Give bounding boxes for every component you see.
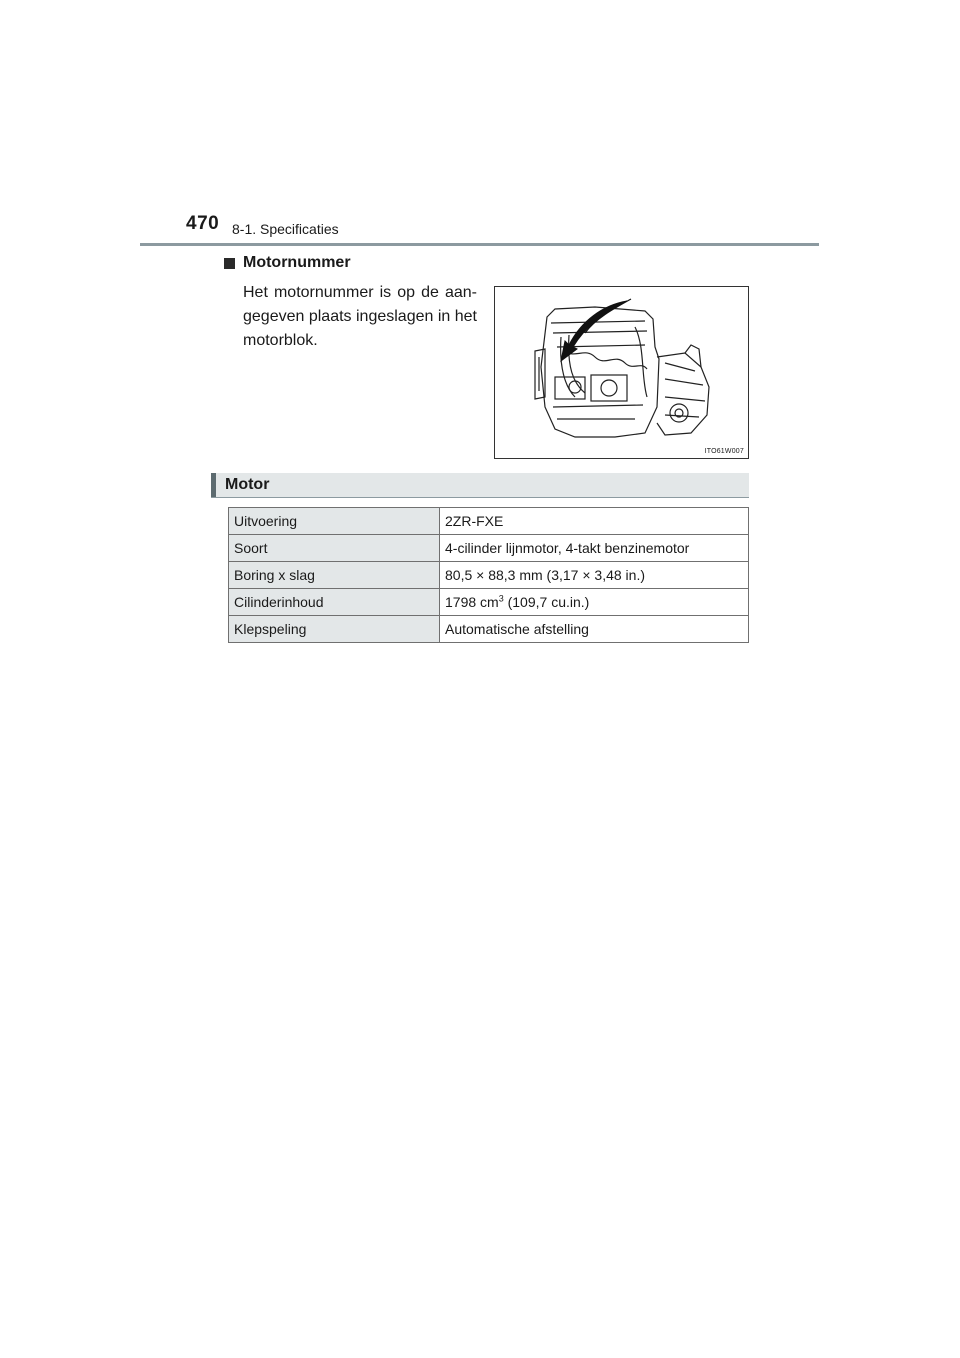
motor-spec-table xyxy=(228,507,749,643)
spec-label: Soort xyxy=(229,535,440,562)
spec-label: Boring x slag xyxy=(229,562,440,589)
section-accent-bar xyxy=(211,473,216,497)
motor-section-title: Motor xyxy=(225,476,270,493)
section-title: 8-1. Specificaties xyxy=(232,221,339,237)
table-row xyxy=(229,589,749,616)
figure-code: ITO61W007 xyxy=(704,448,744,455)
header-divider xyxy=(140,243,819,246)
table-row xyxy=(229,562,749,589)
engine-illustration xyxy=(494,286,749,459)
spec-value: 4-cilinder lijnmotor, 4-takt benzinemotor xyxy=(440,535,749,562)
spec-label: Uitvoering xyxy=(229,508,440,535)
displacement-imperial: (109,7 cu.in.) xyxy=(503,594,590,610)
engine-number-text: Het motornummer is op de aan-gegeven plaats ingeslagen in het motorblok. xyxy=(243,284,477,349)
spec-value: 80,5 × 88,3 mm (3,17 × 3,48 in.) xyxy=(440,562,749,589)
spec-label: Klepspeling xyxy=(229,616,440,643)
superscript: 3 xyxy=(498,593,504,604)
spec-label: Cilinderinhoud xyxy=(229,589,440,616)
engine-number-heading: Motornummer xyxy=(243,254,351,271)
square-bullet-icon xyxy=(224,258,235,269)
table-row xyxy=(229,508,749,535)
engine-drawing xyxy=(495,287,748,458)
page-number: 470 xyxy=(186,213,220,234)
motor-section-divider xyxy=(211,497,749,498)
table-row xyxy=(229,535,749,562)
spec-value: 2ZR-FXE xyxy=(440,508,749,535)
motor-section-header xyxy=(211,473,749,497)
spec-value: Automatische afstelling xyxy=(440,616,749,643)
table-row xyxy=(229,616,749,643)
displacement-value: 1798 cm xyxy=(445,594,499,610)
spec-value xyxy=(440,589,749,616)
